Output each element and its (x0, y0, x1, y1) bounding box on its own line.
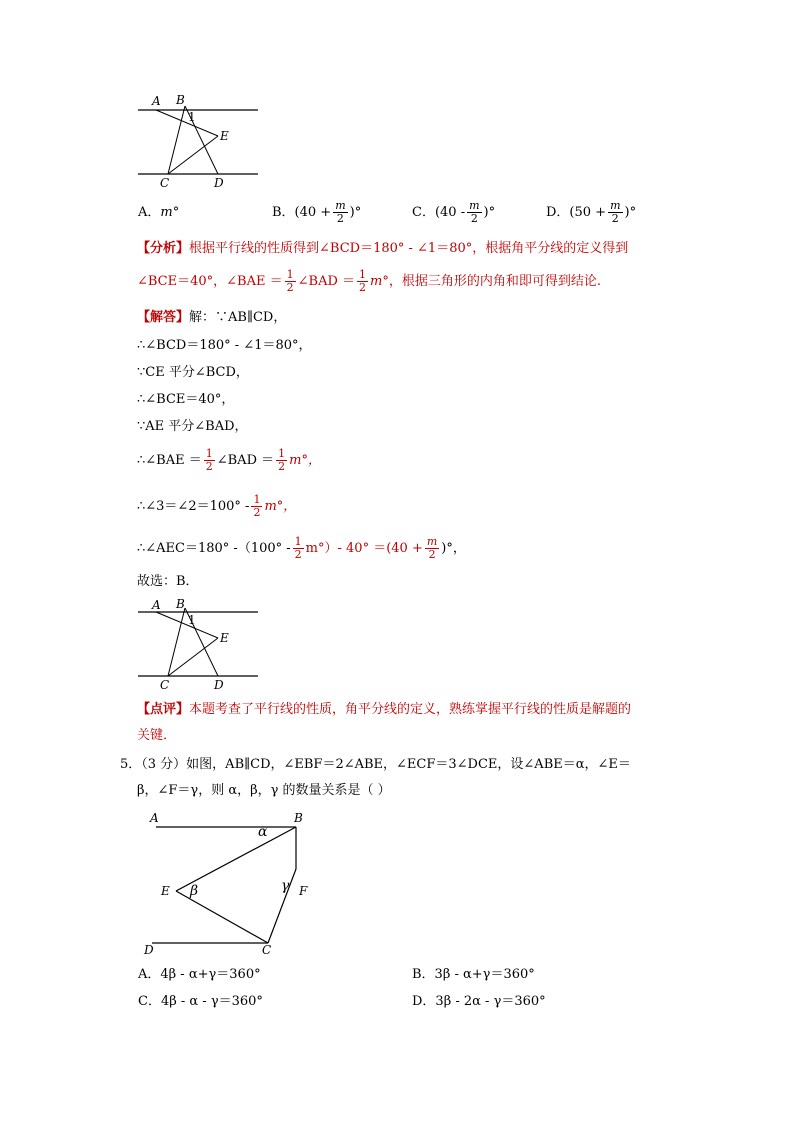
figure-parallel-lines-1 (130, 92, 265, 192)
comment-line-1: 【点评】本题考查了平行线的性质，角平分线的定义，熟练掌握平行线的性质是解题的 (137, 702, 632, 717)
q5-figure (138, 806, 328, 958)
comment-line-2: 关键． (137, 728, 177, 743)
fig2-label-a: A (152, 598, 161, 612)
q5-label-gamma: γ (281, 878, 290, 894)
solution-line-0: 【解答】解：∵AB∥CD， (137, 310, 287, 325)
q5-option-d: D．3β - 2α - γ＝360° (412, 994, 546, 1009)
q5-option-c: C．4β - α - γ＝360° (138, 994, 263, 1009)
solution-line-1: ∴∠BCD＝180° - ∠1＝80°， (137, 338, 312, 353)
q5-label-f: F (299, 884, 308, 898)
q5-option-a: A．4β - α+γ＝360° (138, 967, 261, 982)
q5-stem-line-2: β，∠F＝γ，则 α，β，γ 的数量关系是（ ） (137, 783, 391, 798)
q5-label-beta: β (190, 883, 199, 899)
option-a: A．m° (138, 205, 180, 220)
fig1-label-a: A (152, 94, 161, 108)
fig1-label-b: B (176, 93, 185, 107)
solution-line-3: ∴∠BCE＝40°， (137, 392, 235, 407)
q5-label-a: A (150, 811, 159, 825)
fig2-label-d: D (214, 678, 224, 692)
q5-option-b: B．3β - α+γ＝360° (412, 967, 535, 982)
q5-label-e: E (161, 884, 170, 898)
fig2-label-b: B (176, 597, 185, 611)
solution-line-4: ∵AE 平分∠BAD， (137, 419, 248, 434)
fig1-label-1: 1 (188, 110, 196, 124)
fig2-label-e: E (220, 631, 229, 645)
option-b: B．(40 + $\frac{m}{2}$ )° (272, 199, 362, 225)
q5-label-b: B (294, 811, 303, 825)
solution-line-7: ∴∠AEC＝180° -（100° - $\frac{1}{2}$ m°）- 40° ＝(40 + $\frac{m}{2}$ )°， (137, 535, 466, 561)
solution-choice: 故选：B． (137, 574, 199, 589)
q5-stem-line-1: 5．（3 分）如图，AB∥CD，∠EBF＝2∠ABE，∠ECF＝3∠DCE，设∠ABE＝α，∠E＝ (120, 757, 631, 772)
fig2-label-1: 1 (188, 613, 196, 627)
analysis-line-2: ∠BCE＝40°，∠BAE ＝ $\frac{1}{2}$ ∠BAD ＝ $\frac{1}{2}$ m°，根据三角形的内角和即可得到结论. (137, 268, 601, 294)
solution-line-6: ∴∠3＝∠2＝100° - $\frac{1}{2}$ m°， (137, 493, 297, 519)
q5-label-alpha: α (258, 824, 268, 840)
option-d: D．(50 + $\frac{m}{2}$ )° (546, 199, 637, 225)
solution-line-2: ∵CE 平分∠BCD， (137, 365, 249, 380)
fig1-label-e: E (220, 129, 229, 143)
solution-line-5: ∴∠BAE ＝ $\frac{1}{2}$ ∠BAD ＝ $\frac{1}{2}$ m°， (137, 447, 321, 473)
fig2-label-c: C (160, 678, 170, 692)
figure-parallel-lines-2 (130, 594, 265, 694)
option-c: C．(40 - $\frac{m}{2}$ )° (412, 199, 496, 225)
fig1-label-c: C (160, 176, 170, 190)
fig1-label-d: D (214, 176, 224, 190)
analysis-line-1: 【分析】根据平行线的性质得到∠BCD＝180° - ∠1＝80°，根据角平分线的定义得到 (137, 241, 629, 256)
q5-label-c: C (262, 943, 272, 957)
q5-label-d: D (144, 943, 154, 957)
